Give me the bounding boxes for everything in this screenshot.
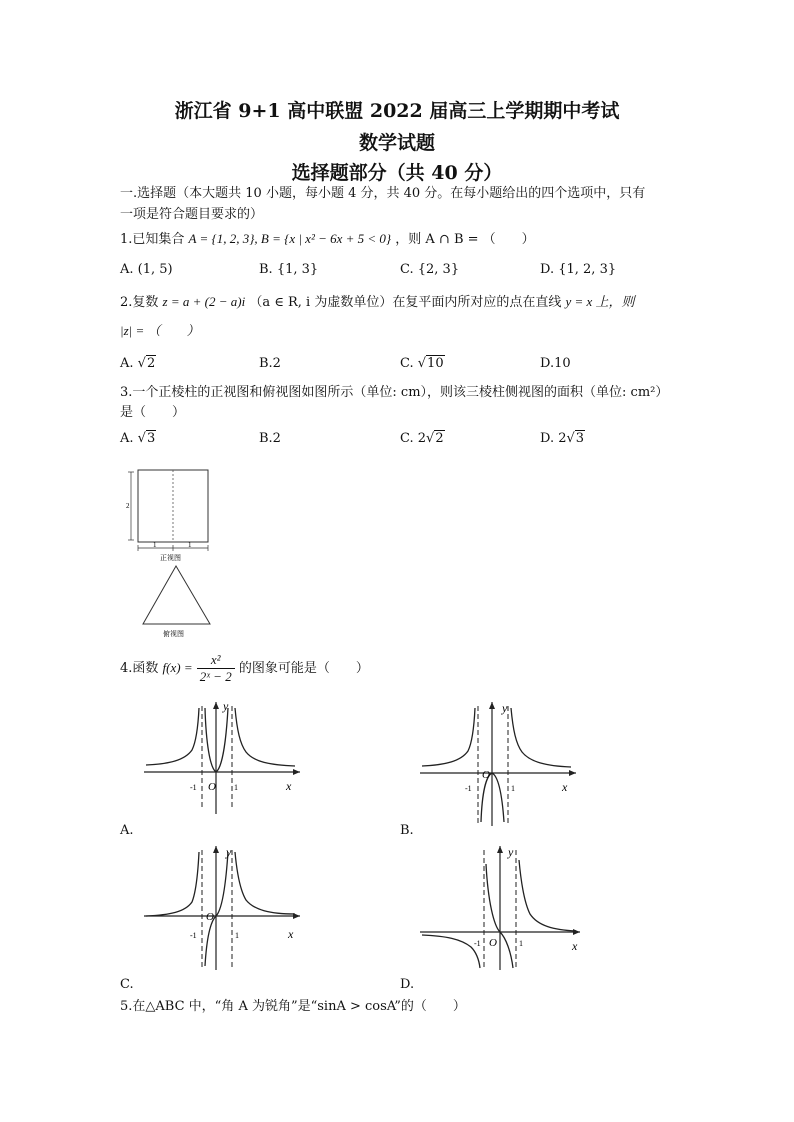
q2-option-d: D.10: [540, 356, 571, 371]
question-2-line1: [120, 293, 635, 312]
svg-text:x: x: [288, 927, 294, 941]
q4-fraction: $\frac{\text{x²}}{\text{2ˣ − 2}}$: [197, 652, 235, 685]
svg-text:O: O: [489, 937, 497, 949]
section-instructions-line2: 一项是符合题目要求的）: [120, 207, 264, 222]
svg-text:x: x: [286, 779, 292, 793]
q4-graph-d: [416, 842, 586, 972]
svg-text:-1: -1: [190, 931, 197, 940]
width-dim-right: 1: [188, 541, 192, 549]
q2-option-a: A. √2: [120, 356, 156, 371]
svg-text:y: y: [502, 701, 508, 715]
q4-graph-d-label: D.: [400, 977, 415, 992]
q3-option-c: C. 2√2: [400, 431, 444, 446]
q2-expr: z = a + (2 − a)i: [162, 294, 246, 309]
svg-text:y: y: [508, 845, 514, 859]
svg-text:y: y: [223, 699, 229, 713]
q2-option-a-radicand: 2: [146, 356, 156, 371]
q1-option-c: C. {2, 3}: [400, 262, 460, 277]
section-instructions-line1: 一.选择题（本大题共 10 小题，每小题 4 分，共 40 分。在每小题给出的四个选项中，只有: [120, 186, 646, 201]
height-dim-label: 2: [126, 502, 130, 510]
svg-text:O: O: [206, 911, 214, 923]
svg-text:1: 1: [235, 931, 239, 940]
q4-graph-b-label: B.: [400, 823, 414, 838]
q1-option-a: A. (1, 5): [120, 262, 173, 277]
q4-graph-a: [140, 698, 310, 818]
width-dim-left: 1: [153, 541, 157, 549]
q2-option-b: B.2: [259, 356, 281, 371]
q2-condition: （a ∈ R, i 为虚数单位）在复平面内所对应的点在直线: [249, 295, 562, 310]
svg-text:O: O: [482, 769, 490, 781]
svg-text:x: x: [572, 939, 578, 953]
svg-text:y: y: [226, 845, 232, 859]
question-3-line1: 3.一个正棱柱的正视图和俯视图如图所示（单位: cm），则该三棱柱侧视图的面积（单位: cm²）: [120, 385, 669, 400]
front-view-label: 正视图: [160, 554, 181, 562]
question-5: 5.在△ABC 中，“角 A 为锐角”是“sinA > cosA”的（ ）: [120, 999, 466, 1014]
exam-title: 浙江省 9+1 高中联盟 2022 届高三上学期期中考试: [174, 100, 620, 122]
q4-function: f(x) =: [162, 660, 193, 675]
svg-text:1: 1: [511, 784, 515, 793]
subject-title: 数学试题: [358, 132, 435, 154]
svg-text:x: x: [562, 780, 568, 794]
q4-graph-b: [416, 698, 586, 828]
svg-text:1: 1: [234, 783, 238, 792]
part-title: 选择题部分（共 40 分）: [291, 162, 503, 184]
top-view-label: 俯视图: [163, 630, 184, 638]
question-3-line2: 是（ ）: [120, 405, 186, 420]
svg-text:-1: -1: [474, 939, 481, 948]
q4-graph-c-label: C.: [120, 977, 134, 992]
q2-prefix: 2.复数: [120, 295, 159, 310]
q3-option-b: B.2: [259, 431, 281, 446]
question-1: [120, 230, 535, 249]
svg-text:-1: -1: [465, 784, 472, 793]
question-4: 4.函数 f(x) = $\frac{\text{x²}}{\text{2ˣ − 2}}$ 的图象可能是（ ）: [120, 652, 369, 684]
q1-option-d: D. {1, 2, 3}: [540, 262, 617, 277]
q2-option-c: C. √10: [400, 356, 444, 371]
q3-option-d: D. 2√3: [540, 431, 585, 446]
q1-option-b: B. {1, 3}: [259, 262, 319, 277]
top-view-triangle: [143, 566, 210, 624]
q4-graph-c: [140, 842, 310, 972]
q4-graph-a-label: A.: [120, 823, 134, 838]
q1-expr: A = {1, 2, 3}, B = {x | x² − 6x + 5 < 0}: [188, 231, 392, 246]
q2-line: y = x 上，则: [565, 294, 635, 309]
svg-text:1: 1: [519, 939, 523, 948]
q1-prefix: 1.已知集合: [120, 232, 185, 247]
q2-option-c-radicand: 10: [427, 356, 444, 371]
q3-three-view-figure: [122, 462, 222, 642]
svg-text:-1: -1: [190, 783, 197, 792]
q1-suffix: ，则 A ∩ B = （ ）: [395, 232, 535, 247]
q3-option-a: A. √3: [120, 431, 156, 446]
svg-text:O: O: [208, 781, 216, 793]
question-2-line2: |z| = （ ）: [120, 323, 200, 338]
